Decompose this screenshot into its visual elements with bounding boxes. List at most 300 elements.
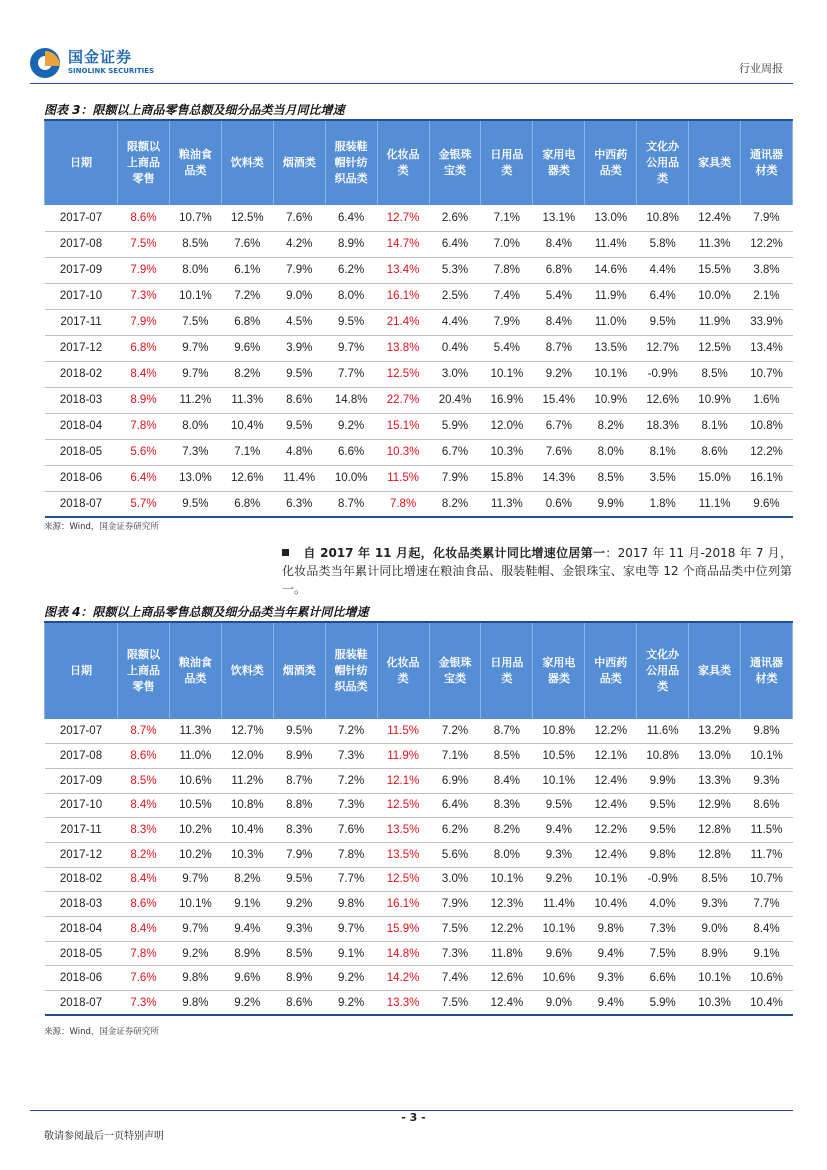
- value-cell: 12.6%: [221, 465, 273, 491]
- value-cell: 11.7%: [741, 842, 793, 867]
- table-row: [45, 768, 793, 793]
- table4-header-cell: [533, 623, 585, 719]
- date-cell: 2018-06: [45, 966, 118, 991]
- date-cell: 2018-03: [45, 387, 118, 413]
- value-cell: 14.8%: [377, 941, 429, 966]
- value-cell: 7.7%: [741, 892, 793, 917]
- value-cell: 9.7%: [169, 867, 221, 892]
- table-row: [45, 205, 793, 231]
- value-cell: 6.4%: [325, 205, 377, 231]
- value-cell: 10.8%: [741, 413, 793, 439]
- value-cell: 7.7%: [325, 361, 377, 387]
- table4-title: 图表 4：限额以上商品零售总额及细分品类当年累计同比增速: [44, 603, 793, 623]
- value-cell: 8.9%: [273, 966, 325, 991]
- table3-header-label: 粮油食品类: [178, 148, 212, 177]
- table-row: [45, 793, 793, 818]
- table4-header-label: 限额以上商品零售: [126, 648, 160, 693]
- value-cell: 10.1%: [169, 283, 221, 309]
- table4-header-label: 化妆品类: [386, 656, 420, 685]
- value-cell: 9.6%: [221, 335, 273, 361]
- value-cell: 12.0%: [221, 744, 273, 769]
- value-cell: 13.3%: [689, 768, 741, 793]
- value-cell: 4.5%: [273, 309, 325, 335]
- table-row: [45, 842, 793, 867]
- table4-header-cell: [637, 623, 689, 719]
- date-cell: 2017-10: [45, 283, 118, 309]
- value-cell: 2.5%: [429, 283, 481, 309]
- value-cell: 7.2%: [325, 719, 377, 744]
- table3-header-label: 饮料类: [230, 156, 264, 169]
- table4-header-cell: [221, 623, 273, 719]
- value-cell: 8.7%: [118, 719, 170, 744]
- report-type: 行业周报: [739, 62, 783, 75]
- date-cell: 2018-02: [45, 361, 118, 387]
- value-cell: 10.8%: [533, 719, 585, 744]
- date-cell: 2018-04: [45, 917, 118, 942]
- value-cell: 11.4%: [273, 465, 325, 491]
- value-cell: 11.3%: [221, 387, 273, 413]
- value-cell: 7.9%: [273, 842, 325, 867]
- value-cell: 8.6%: [118, 205, 170, 231]
- value-cell: 8.9%: [689, 941, 741, 966]
- value-cell: 16.9%: [481, 387, 533, 413]
- table4-header-label: 服装鞋帽针纺织品类: [334, 648, 368, 693]
- value-cell: 3.0%: [429, 361, 481, 387]
- value-cell: 8.4%: [741, 917, 793, 942]
- table3-header-cell: [585, 121, 637, 205]
- value-cell: 8.3%: [273, 818, 325, 843]
- value-cell: 8.0%: [585, 439, 637, 465]
- value-cell: 9.0%: [533, 991, 585, 1016]
- value-cell: 11.1%: [689, 491, 741, 517]
- value-cell: 10.4%: [221, 413, 273, 439]
- value-cell: 8.5%: [689, 867, 741, 892]
- value-cell: 4.4%: [637, 257, 689, 283]
- value-cell: 8.6%: [273, 991, 325, 1016]
- date-cell: 2017-09: [45, 768, 118, 793]
- summary-text: ：2017 年 11 月-2018 年 7 月，化妆品类当年累计同比增速在粮油食品、服装鞋帽、金银珠宝、家电等 12 个商品品类中位列第一。: [282, 546, 792, 596]
- value-cell: 0.4%: [429, 335, 481, 361]
- table4-header-label: 家用电器类: [542, 656, 576, 685]
- table4-header-label: 中西药品类: [594, 656, 628, 685]
- value-cell: 2.1%: [741, 283, 793, 309]
- table-row: [45, 257, 793, 283]
- value-cell: 12.7%: [377, 205, 429, 231]
- table4-header-cell: [118, 623, 170, 719]
- value-cell: 7.8%: [377, 491, 429, 517]
- value-cell: 16.1%: [377, 892, 429, 917]
- table-row: [45, 231, 793, 257]
- value-cell: 8.4%: [481, 768, 533, 793]
- value-cell: 8.7%: [533, 335, 585, 361]
- value-cell: 7.3%: [429, 941, 481, 966]
- value-cell: 7.6%: [273, 205, 325, 231]
- table3-header-label: 烟酒类: [282, 156, 316, 169]
- value-cell: 11.0%: [585, 309, 637, 335]
- value-cell: 9.2%: [221, 991, 273, 1016]
- value-cell: 8.9%: [273, 744, 325, 769]
- company-logo: [30, 46, 155, 80]
- table3-header-cell: [169, 121, 221, 205]
- value-cell: 7.9%: [429, 465, 481, 491]
- table4-header-label: 金银珠宝类: [438, 656, 472, 685]
- value-cell: 7.9%: [118, 309, 170, 335]
- date-cell: 2017-12: [45, 335, 118, 361]
- value-cell: 9.1%: [741, 941, 793, 966]
- value-cell: 10.6%: [533, 966, 585, 991]
- value-cell: 9.4%: [533, 818, 585, 843]
- table-row: [45, 719, 793, 744]
- table4-header-cell: [585, 623, 637, 719]
- table4-header-label: 家具类: [698, 664, 732, 677]
- value-cell: 8.4%: [533, 309, 585, 335]
- value-cell: 6.4%: [429, 231, 481, 257]
- value-cell: 14.8%: [325, 387, 377, 413]
- table-row: [45, 413, 793, 439]
- value-cell: 9.5%: [325, 309, 377, 335]
- value-cell: 9.2%: [533, 867, 585, 892]
- value-cell: 9.7%: [169, 361, 221, 387]
- value-cell: 7.6%: [533, 439, 585, 465]
- table4-header-label: 文化办公用品类: [646, 648, 680, 693]
- value-cell: 7.8%: [118, 413, 170, 439]
- table-row: [45, 491, 793, 517]
- value-cell: 12.9%: [689, 793, 741, 818]
- value-cell: 12.8%: [689, 842, 741, 867]
- logo-mark-icon: [30, 48, 60, 78]
- value-cell: 7.3%: [637, 917, 689, 942]
- value-cell: 9.2%: [325, 413, 377, 439]
- value-cell: 8.3%: [118, 818, 170, 843]
- value-cell: 5.7%: [118, 491, 170, 517]
- value-cell: 8.1%: [689, 413, 741, 439]
- value-cell: 11.5%: [741, 818, 793, 843]
- value-cell: 11.9%: [377, 744, 429, 769]
- value-cell: 6.7%: [533, 413, 585, 439]
- table4-header-row: [45, 623, 793, 719]
- value-cell: 9.8%: [169, 966, 221, 991]
- value-cell: 15.4%: [533, 387, 585, 413]
- value-cell: 7.6%: [325, 818, 377, 843]
- value-cell: 8.3%: [481, 793, 533, 818]
- table3: [44, 121, 793, 518]
- logo-english-name: SINOLINK SECURITIES: [68, 67, 155, 75]
- value-cell: 7.2%: [221, 283, 273, 309]
- value-cell: 8.4%: [118, 361, 170, 387]
- value-cell: 33.9%: [741, 309, 793, 335]
- value-cell: 12.1%: [377, 768, 429, 793]
- value-cell: 8.0%: [481, 842, 533, 867]
- table3-header-cell: [377, 121, 429, 205]
- value-cell: 7.9%: [273, 257, 325, 283]
- value-cell: 7.2%: [429, 719, 481, 744]
- value-cell: 12.2%: [585, 818, 637, 843]
- value-cell: 9.9%: [585, 491, 637, 517]
- value-cell: 9.5%: [273, 413, 325, 439]
- value-cell: -0.9%: [637, 867, 689, 892]
- value-cell: 11.9%: [689, 309, 741, 335]
- value-cell: 21.4%: [377, 309, 429, 335]
- value-cell: 6.4%: [429, 793, 481, 818]
- table3-header-label: 日用品类: [490, 148, 524, 177]
- value-cell: 13.5%: [377, 842, 429, 867]
- table4-body: [45, 719, 793, 1015]
- table4-header-cell: [45, 623, 118, 719]
- value-cell: 9.3%: [273, 917, 325, 942]
- value-cell: 9.0%: [689, 917, 741, 942]
- value-cell: 11.3%: [169, 719, 221, 744]
- summary-paragraph: [282, 544, 792, 598]
- table4-header-cell: [325, 623, 377, 719]
- value-cell: 8.6%: [689, 439, 741, 465]
- value-cell: 9.2%: [533, 361, 585, 387]
- date-cell: 2017-07: [45, 719, 118, 744]
- table3-header-label: 化妆品类: [386, 148, 420, 177]
- value-cell: 12.5%: [377, 867, 429, 892]
- value-cell: 7.6%: [221, 231, 273, 257]
- value-cell: 8.0%: [169, 413, 221, 439]
- value-cell: 5.4%: [533, 283, 585, 309]
- table-row: [45, 917, 793, 942]
- value-cell: 8.2%: [221, 867, 273, 892]
- date-cell: 2017-07: [45, 205, 118, 231]
- table3-header-label: 家用电器类: [542, 148, 576, 177]
- value-cell: 10.1%: [585, 361, 637, 387]
- value-cell: 10.7%: [741, 361, 793, 387]
- value-cell: 2.6%: [429, 205, 481, 231]
- value-cell: 9.8%: [637, 842, 689, 867]
- value-cell: 10.3%: [221, 842, 273, 867]
- value-cell: 13.4%: [377, 257, 429, 283]
- value-cell: 6.6%: [637, 966, 689, 991]
- value-cell: 12.4%: [585, 842, 637, 867]
- value-cell: 11.9%: [585, 283, 637, 309]
- value-cell: 6.6%: [325, 439, 377, 465]
- logo-chinese-name: 国金证券: [68, 48, 133, 66]
- value-cell: 8.0%: [325, 283, 377, 309]
- value-cell: 8.2%: [481, 818, 533, 843]
- value-cell: 12.8%: [689, 818, 741, 843]
- table-row: [45, 991, 793, 1016]
- value-cell: 10.6%: [741, 966, 793, 991]
- table3-header-cell: [533, 121, 585, 205]
- value-cell: 9.8%: [169, 991, 221, 1016]
- value-cell: 9.5%: [273, 361, 325, 387]
- value-cell: 8.6%: [273, 387, 325, 413]
- value-cell: 10.9%: [689, 387, 741, 413]
- value-cell: 7.5%: [169, 309, 221, 335]
- value-cell: 9.2%: [273, 892, 325, 917]
- value-cell: 8.4%: [533, 231, 585, 257]
- value-cell: 11.2%: [169, 387, 221, 413]
- value-cell: 12.7%: [221, 719, 273, 744]
- value-cell: 16.1%: [377, 283, 429, 309]
- table3-header-cell: [637, 121, 689, 205]
- table3-header-cell: [118, 121, 170, 205]
- value-cell: 22.7%: [377, 387, 429, 413]
- value-cell: 8.0%: [169, 257, 221, 283]
- value-cell: 5.3%: [429, 257, 481, 283]
- value-cell: 10.8%: [637, 744, 689, 769]
- value-cell: 10.1%: [533, 917, 585, 942]
- value-cell: 9.5%: [637, 793, 689, 818]
- value-cell: 1.6%: [741, 387, 793, 413]
- value-cell: 10.2%: [169, 842, 221, 867]
- value-cell: 8.5%: [481, 744, 533, 769]
- date-cell: 2017-11: [45, 818, 118, 843]
- value-cell: 12.4%: [585, 768, 637, 793]
- value-cell: 8.2%: [429, 491, 481, 517]
- table4: [44, 623, 793, 1016]
- value-cell: 12.5%: [377, 793, 429, 818]
- value-cell: 8.5%: [273, 941, 325, 966]
- value-cell: 12.5%: [377, 361, 429, 387]
- value-cell: 9.1%: [325, 941, 377, 966]
- table3-header-label: 服装鞋帽针纺织品类: [334, 140, 368, 185]
- value-cell: 8.6%: [741, 793, 793, 818]
- value-cell: -0.9%: [637, 361, 689, 387]
- value-cell: 15.8%: [481, 465, 533, 491]
- value-cell: 9.5%: [637, 309, 689, 335]
- summary-bold: 自 2017 年 11 月起，化妆品类累计同比增速位居第一: [303, 546, 606, 560]
- table4-header-label: 日用品类: [490, 656, 524, 685]
- page-number: - 3 -: [401, 1111, 426, 1124]
- value-cell: 7.3%: [169, 439, 221, 465]
- table4-header-label: 烟酒类: [282, 664, 316, 677]
- date-cell: 2018-07: [45, 491, 118, 517]
- value-cell: 7.4%: [481, 283, 533, 309]
- value-cell: 9.1%: [221, 892, 273, 917]
- value-cell: 13.5%: [377, 818, 429, 843]
- value-cell: 8.2%: [221, 361, 273, 387]
- value-cell: 3.5%: [637, 465, 689, 491]
- value-cell: 8.5%: [689, 361, 741, 387]
- value-cell: 10.1%: [481, 867, 533, 892]
- value-cell: 9.7%: [325, 335, 377, 361]
- value-cell: 16.1%: [741, 465, 793, 491]
- value-cell: 12.4%: [481, 991, 533, 1016]
- value-cell: 10.8%: [637, 205, 689, 231]
- date-cell: 2018-02: [45, 867, 118, 892]
- table3-header-label: 金银珠宝类: [438, 148, 472, 177]
- value-cell: 5.6%: [429, 842, 481, 867]
- value-cell: 7.5%: [429, 991, 481, 1016]
- value-cell: 7.9%: [118, 257, 170, 283]
- value-cell: 9.3%: [741, 768, 793, 793]
- value-cell: 13.5%: [585, 335, 637, 361]
- value-cell: 5.8%: [637, 231, 689, 257]
- value-cell: 11.5%: [377, 465, 429, 491]
- table-row: [45, 387, 793, 413]
- value-cell: 7.4%: [429, 966, 481, 991]
- value-cell: 6.7%: [429, 439, 481, 465]
- value-cell: 12.3%: [481, 892, 533, 917]
- date-cell: 2017-09: [45, 257, 118, 283]
- value-cell: 7.1%: [429, 744, 481, 769]
- value-cell: 15.1%: [377, 413, 429, 439]
- value-cell: 7.5%: [118, 231, 170, 257]
- value-cell: 7.8%: [118, 941, 170, 966]
- value-cell: 9.8%: [741, 719, 793, 744]
- table3-header-label: 日期: [70, 156, 92, 169]
- value-cell: 12.4%: [689, 205, 741, 231]
- table-row: [45, 335, 793, 361]
- value-cell: 8.6%: [118, 744, 170, 769]
- value-cell: 12.5%: [221, 205, 273, 231]
- value-cell: 9.5%: [533, 793, 585, 818]
- table3-header-label: 限额以上商品零售: [126, 140, 160, 185]
- value-cell: 7.9%: [481, 309, 533, 335]
- value-cell: 15.0%: [689, 465, 741, 491]
- table3-header-cell: [429, 121, 481, 205]
- value-cell: 7.5%: [429, 917, 481, 942]
- value-cell: 4.2%: [273, 231, 325, 257]
- value-cell: 4.4%: [429, 309, 481, 335]
- value-cell: 0.6%: [533, 491, 585, 517]
- value-cell: 6.8%: [221, 491, 273, 517]
- value-cell: 12.7%: [637, 335, 689, 361]
- value-cell: 10.1%: [533, 768, 585, 793]
- table-row: [45, 966, 793, 991]
- value-cell: 12.0%: [481, 413, 533, 439]
- value-cell: 12.1%: [585, 744, 637, 769]
- value-cell: 18.3%: [637, 413, 689, 439]
- table3-body: [45, 205, 793, 517]
- table3-header-cell: [221, 121, 273, 205]
- value-cell: 15.5%: [689, 257, 741, 283]
- value-cell: 6.1%: [221, 257, 273, 283]
- value-cell: 10.2%: [169, 818, 221, 843]
- value-cell: 5.9%: [429, 413, 481, 439]
- value-cell: 9.0%: [273, 283, 325, 309]
- bullet-icon: [282, 549, 289, 556]
- footer-disclaimer: 敬请参阅最后一页特别声明: [44, 1131, 164, 1142]
- value-cell: 9.7%: [325, 917, 377, 942]
- value-cell: 10.4%: [741, 991, 793, 1016]
- value-cell: 8.9%: [325, 231, 377, 257]
- value-cell: 8.4%: [118, 793, 170, 818]
- value-cell: 8.7%: [325, 491, 377, 517]
- value-cell: 5.6%: [118, 439, 170, 465]
- value-cell: 12.4%: [585, 793, 637, 818]
- table4-header-cell: [273, 623, 325, 719]
- value-cell: 10.7%: [169, 205, 221, 231]
- table-row: [45, 867, 793, 892]
- value-cell: 9.8%: [585, 917, 637, 942]
- table3-header-row: [45, 121, 793, 205]
- value-cell: 10.1%: [481, 361, 533, 387]
- value-cell: 6.8%: [221, 309, 273, 335]
- date-cell: 2017-11: [45, 309, 118, 335]
- value-cell: 8.4%: [118, 917, 170, 942]
- value-cell: 4.8%: [273, 439, 325, 465]
- table3-header-cell: [273, 121, 325, 205]
- table3-header-label: 中西药品类: [594, 148, 628, 177]
- value-cell: 10.1%: [585, 867, 637, 892]
- value-cell: 11.2%: [221, 768, 273, 793]
- value-cell: 13.8%: [377, 335, 429, 361]
- value-cell: 10.7%: [741, 867, 793, 892]
- value-cell: 8.9%: [221, 941, 273, 966]
- value-cell: 7.8%: [481, 257, 533, 283]
- value-cell: 13.0%: [585, 205, 637, 231]
- value-cell: 9.3%: [585, 966, 637, 991]
- value-cell: 12.2%: [741, 231, 793, 257]
- date-cell: 2018-05: [45, 439, 118, 465]
- value-cell: 9.6%: [741, 491, 793, 517]
- value-cell: 9.8%: [325, 892, 377, 917]
- value-cell: 6.2%: [325, 257, 377, 283]
